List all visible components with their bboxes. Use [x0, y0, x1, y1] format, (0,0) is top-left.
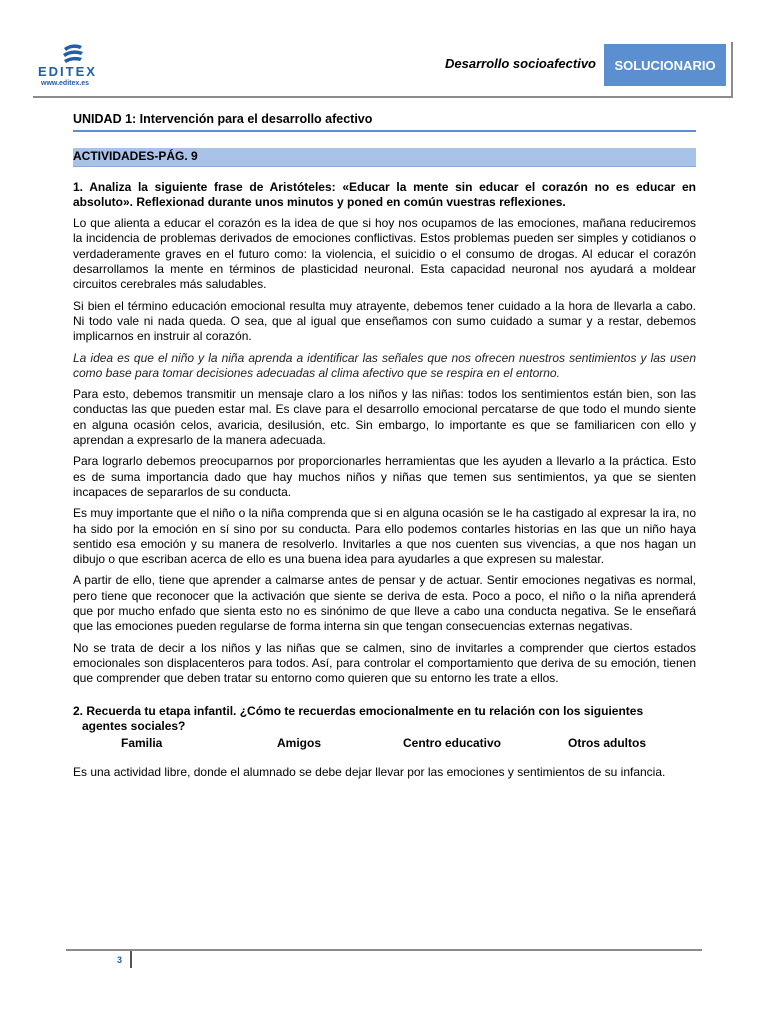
question-2-line2: agentes sociales? [82, 718, 186, 733]
paragraph: No se trata de decir a los niños y las niñas que se calmen, sino de invitarles a comprender que ciertos estados emocionales son displacenteros para todos. Así, para controlar el comportamiento que deriva de su emoción, tienen que comprender que deben tratar su entorno como quieren que su entorno les trate a ellos. [73, 640, 696, 686]
agent-other-adults: Otros adultos [568, 736, 647, 751]
agents-list [73, 736, 696, 751]
question-2-line1: 2. Recuerda tu etapa infantil. ¿Cómo te recuerdas emocionalmente en tu relación con los siguientes [73, 703, 644, 718]
footer-divider [130, 951, 132, 968]
document-body [73, 112, 696, 787]
question-1: 1. Analiza la siguiente frase de Aristóteles: «Educar la mente sin educar el corazón no es educar en absoluto». Reflexionad durante unos minutos y poned en común vuestras reflexiones. [73, 179, 696, 209]
page-number: 3 [117, 955, 123, 965]
answer-2: Es una actividad libre, donde el alumnado se debe dejar llevar por las emociones y sentimientos de su infancia. [73, 765, 666, 780]
header-badge: SOLUCIONARIO [604, 44, 726, 86]
paragraph: Lo que alienta a educar el corazón es la idea de que si hoy nos ocupamos de las emociones, mañana reduciremos la incidencia de problemas derivados de emociones conflictivas. Estos problemas pueden ser simples y cotidianos o verdaderamente graves en el futuro como: la violencia, el suicidio o el consumo de drogas. Al educar el corazón desarrollamos la mente en términos de plasticidad neuronal. Esta capacidad neuronal nos ayudará a moldear circuitos cerebrales más saludables. [73, 216, 696, 292]
footer-rule [66, 949, 702, 951]
paragraph-italic: La idea es que el niño y la niña aprenda a identificar las señales que nos ofrecen nuestros sentimientos y las usen como base para tomar decisiones adecuadas al clima afectivo que se respira en el entorno. [73, 350, 696, 380]
logo-url: www.editex.es [41, 80, 89, 87]
agent-family: Familia [121, 736, 163, 751]
question-2 [73, 704, 696, 735]
unit-title: UNIDAD 1: Intervención para el desarrollo afectivo [73, 112, 696, 132]
paragraph: Para esto, debemos transmitir un mensaje claro a los niños y las niñas: todos los sentimientos están bien, son las conductas las que pueden estar mal. Es clave para el desarrollo emocional percatarse de que todo el mundo siente en alguna ocasión celos, avaricia, desilusión, etc. Sin embargo, lo importante es que se familiaricen con ello y aprendan a expresarlo de la manera adecuada. [73, 387, 696, 448]
agent-friends: Amigos [277, 736, 322, 751]
section-title: ACTIVIDADES-PÁG. 9 [73, 148, 696, 166]
logo-mark-icon [60, 42, 86, 64]
header-title: Desarrollo socioafectivo [445, 56, 596, 71]
paragraph: Es muy importante que el niño o la niña comprenda que si en alguna ocasión se le ha castigado al expresar la ira, no ha sido por la emoción en sí sino por su conducta. Para ello podemos contarles historias en las que un niño haya sentido esa emoción y su manera de resolverlo. Invitarles a que nos cuenten sus vivencias, a que nos hagan un dibujo o que escriban acerca de ello es una buena idea para ayudarles a que expresen su malestar. [73, 506, 696, 567]
logo-text: EDITEX [38, 64, 97, 79]
paragraph: Si bien el término educación emocional resulta muy atrayente, debemos tener cuidado a la hora de llevarla a cabo. Ni todo vale ni nada queda. O sea, que al igual que enseñamos con sumo cuidado a sumar y a restar, debemos implicarnos en instruir al corazón. [73, 298, 696, 344]
agent-school: Centro educativo [403, 736, 502, 751]
editex-logo [38, 42, 128, 92]
paragraph: Para lograrlo debemos preocuparnos por proporcionarles herramientas que les ayuden a llevarlo a la práctica. Esto es de suma importancia dado que hay muchos niños y niñas que temen sus sentimientos, ya que se sienten incapaces de separarlos de su conducta. [73, 454, 696, 499]
paragraph: A partir de ello, tiene que aprender a calmarse antes de pensar y de actuar. Sentir emociones negativas es normal, pero tiene que reconocer que la activación que siente se deriva de esta. Poco a poco, el niño o la niña aprenderá que por mucho enfado que sienta esto no es sinónimo de que lleve a cabo una conducta negativa. Se le enseñará que las emociones pueden regularse de forma interna sin que tengan consecuencias externas negativas. [73, 573, 696, 634]
